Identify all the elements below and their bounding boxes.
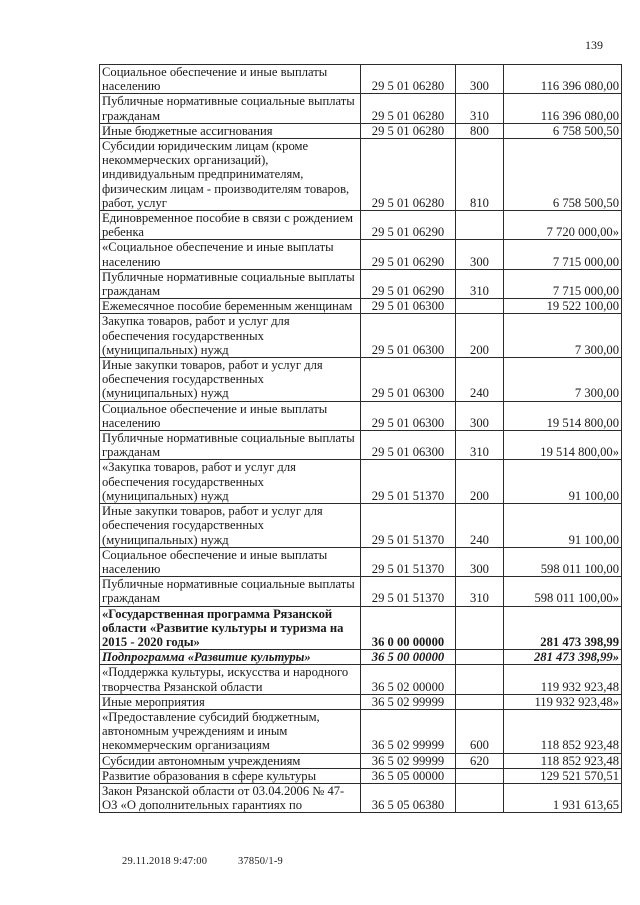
row-expense-type-cell: 240: [456, 504, 504, 548]
table-row: [100, 650, 622, 665]
row-amount-cell: 1 931 613,65: [504, 783, 622, 812]
row-code-cell: 36 5 02 99999: [361, 753, 456, 768]
table-row: [100, 269, 622, 298]
row-name-cell: Единовременное пособие в связи с рождением ребенка: [100, 211, 361, 240]
row-name-cell: Иные бюджетные ассигнования: [100, 123, 361, 138]
row-amount-cell: 7 300,00: [504, 314, 622, 358]
row-expense-type-cell: [456, 768, 504, 783]
row-code-cell: 36 0 00 00000: [361, 606, 456, 650]
row-code-cell: 36 5 02 99999: [361, 709, 456, 753]
row-code-cell: 29 5 01 06300: [361, 299, 456, 314]
row-code-cell: 36 5 02 99999: [361, 694, 456, 709]
row-name-cell: «Предоставление субсидий бюджетным, автономным учреждениям и иным некоммерческим организациям: [100, 709, 361, 753]
table-row: [100, 299, 622, 314]
row-name-cell: Развитие образования в сфере культуры: [100, 768, 361, 783]
row-amount-cell: 6 758 500,50: [504, 139, 622, 211]
table-row: [100, 240, 622, 269]
row-expense-type-cell: [456, 299, 504, 314]
row-code-cell: 29 5 01 06280: [361, 123, 456, 138]
table-row: [100, 577, 622, 606]
row-name-cell: Иные закупки товаров, работ и услуг для обеспечения государственных (муниципальных) нужд: [100, 504, 361, 548]
row-name-cell: «Социальное обеспечение и иные выплаты населению: [100, 240, 361, 269]
table-row: [100, 139, 622, 211]
budget-table: [99, 64, 622, 813]
row-code-cell: 29 5 01 51370: [361, 577, 456, 606]
row-code-cell: 29 5 01 06300: [361, 431, 456, 460]
row-amount-cell: 7 300,00: [504, 358, 622, 402]
row-amount-cell: 7 720 000,00»: [504, 211, 622, 240]
row-expense-type-cell: [456, 211, 504, 240]
row-name-cell: Закон Рязанской области от 03.04.2006 № 47-ОЗ «О дополнительных гарантиях по: [100, 783, 361, 812]
row-expense-type-cell: 200: [456, 314, 504, 358]
table-row: [100, 431, 622, 460]
row-expense-type-cell: [456, 783, 504, 812]
row-code-cell: 29 5 01 51370: [361, 460, 456, 504]
budget-table-body: [100, 65, 622, 813]
row-expense-type-cell: [456, 606, 504, 650]
table-row: [100, 94, 622, 123]
row-code-cell: 36 5 05 06380: [361, 783, 456, 812]
row-amount-cell: 91 100,00: [504, 504, 622, 548]
row-name-cell: Публичные нормативные социальные выплаты гражданам: [100, 94, 361, 123]
row-code-cell: 29 5 01 06290: [361, 269, 456, 298]
row-expense-type-cell: 310: [456, 431, 504, 460]
row-expense-type-cell: [456, 694, 504, 709]
row-expense-type-cell: 810: [456, 139, 504, 211]
row-amount-cell: 116 396 080,00: [504, 65, 622, 94]
row-code-cell: 29 5 01 06280: [361, 65, 456, 94]
table-row: [100, 460, 622, 504]
footer-datetime: 29.11.2018 9:47:00: [122, 856, 208, 867]
row-amount-cell: 91 100,00: [504, 460, 622, 504]
row-name-cell: Закупка товаров, работ и услуг для обеспечения государственных (муниципальных) нужд: [100, 314, 361, 358]
table-row: [100, 547, 622, 576]
row-name-cell: Публичные нормативные социальные выплаты гражданам: [100, 577, 361, 606]
row-code-cell: 36 5 05 00000: [361, 768, 456, 783]
row-expense-type-cell: 200: [456, 460, 504, 504]
row-name-cell: «Государственная программа Рязанской области «Развитие культуры и туризма на 2015 - 2020 годы»: [100, 606, 361, 650]
row-amount-cell: 118 852 923,48: [504, 753, 622, 768]
row-code-cell: 29 5 01 06280: [361, 139, 456, 211]
table-row: [100, 314, 622, 358]
row-amount-cell: 118 852 923,48: [504, 709, 622, 753]
row-expense-type-cell: 600: [456, 709, 504, 753]
row-name-cell: Субсидии юридическим лицам (кроме некоммерческих организаций), индивидуальным предпринимателям, физическим лицам - производителям товаров, работ, услуг: [100, 139, 361, 211]
row-expense-type-cell: 300: [456, 547, 504, 576]
row-name-cell: Иные закупки товаров, работ и услуг для обеспечения государственных (муниципальных) нужд: [100, 358, 361, 402]
row-amount-cell: 19 514 800,00»: [504, 431, 622, 460]
table-row: [100, 211, 622, 240]
table-row: [100, 665, 622, 694]
row-name-cell: Социальное обеспечение и иные выплаты населению: [100, 547, 361, 576]
row-expense-type-cell: 310: [456, 577, 504, 606]
row-expense-type-cell: 620: [456, 753, 504, 768]
table-row: [100, 694, 622, 709]
row-name-cell: Публичные нормативные социальные выплаты гражданам: [100, 431, 361, 460]
row-code-cell: 29 5 01 06290: [361, 211, 456, 240]
table-row: [100, 783, 622, 812]
row-amount-cell: 7 715 000,00: [504, 269, 622, 298]
table-row: [100, 65, 622, 94]
table-row: [100, 358, 622, 402]
row-code-cell: 29 5 01 06300: [361, 314, 456, 358]
row-name-cell: Иные мероприятия: [100, 694, 361, 709]
row-name-cell: Публичные нормативные социальные выплаты гражданам: [100, 269, 361, 298]
row-code-cell: 29 5 01 06300: [361, 401, 456, 430]
table-row: [100, 123, 622, 138]
row-name-cell: Ежемесячное пособие беременным женщинам: [100, 299, 361, 314]
table-row: [100, 768, 622, 783]
row-amount-cell: 6 758 500,50: [504, 123, 622, 138]
row-expense-type-cell: [456, 650, 504, 665]
row-amount-cell: 129 521 570,51: [504, 768, 622, 783]
row-name-cell: «Закупка товаров, работ и услуг для обеспечения государственных (муниципальных) нужд: [100, 460, 361, 504]
table-row: [100, 504, 622, 548]
row-code-cell: 29 5 01 51370: [361, 504, 456, 548]
row-code-cell: 29 5 01 51370: [361, 547, 456, 576]
row-amount-cell: 7 715 000,00: [504, 240, 622, 269]
row-amount-cell: 281 473 398,99: [504, 606, 622, 650]
row-expense-type-cell: [456, 665, 504, 694]
row-name-cell: Социальное обеспечение и иные выплаты населению: [100, 65, 361, 94]
row-code-cell: 29 5 01 06280: [361, 94, 456, 123]
row-expense-type-cell: 800: [456, 123, 504, 138]
row-amount-cell: 119 932 923,48: [504, 665, 622, 694]
row-expense-type-cell: 300: [456, 240, 504, 269]
row-amount-cell: 281 473 398,99»: [504, 650, 622, 665]
footer-stamp: [122, 856, 283, 867]
row-amount-cell: 598 011 100,00»: [504, 577, 622, 606]
table-row: [100, 401, 622, 430]
row-amount-cell: 19 514 800,00: [504, 401, 622, 430]
row-expense-type-cell: 310: [456, 269, 504, 298]
row-expense-type-cell: 300: [456, 401, 504, 430]
row-amount-cell: 119 932 923,48»: [504, 694, 622, 709]
row-expense-type-cell: 300: [456, 65, 504, 94]
table-row: [100, 606, 622, 650]
row-amount-cell: 116 396 080,00: [504, 94, 622, 123]
row-expense-type-cell: 310: [456, 94, 504, 123]
row-code-cell: 29 5 01 06300: [361, 358, 456, 402]
row-amount-cell: 598 011 100,00: [504, 547, 622, 576]
row-code-cell: 29 5 01 06290: [361, 240, 456, 269]
row-name-cell: «Поддержка культуры, искусства и народного творчества Рязанской области: [100, 665, 361, 694]
row-expense-type-cell: 240: [456, 358, 504, 402]
row-code-cell: 36 5 00 00000: [361, 650, 456, 665]
page-number: 139: [585, 38, 603, 52]
table-row: [100, 709, 622, 753]
row-name-cell: Социальное обеспечение и иные выплаты населению: [100, 401, 361, 430]
footer-doc-number: 37850/1-9: [238, 856, 283, 867]
row-name-cell: Подпрограмма «Развитие культуры»: [100, 650, 361, 665]
row-amount-cell: 19 522 100,00: [504, 299, 622, 314]
row-name-cell: Субсидии автономным учреждениям: [100, 753, 361, 768]
row-code-cell: 36 5 02 00000: [361, 665, 456, 694]
table-row: [100, 753, 622, 768]
